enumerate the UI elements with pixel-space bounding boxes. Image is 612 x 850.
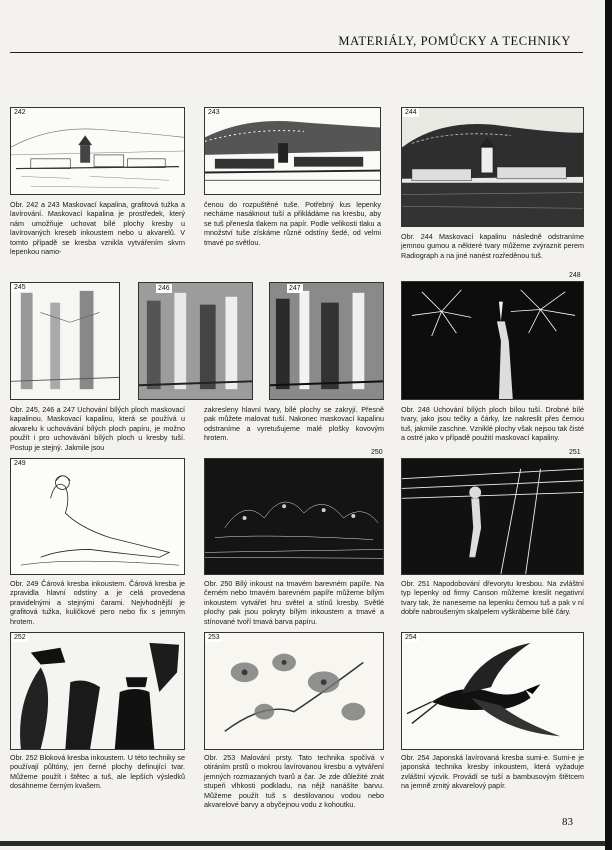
figure-248: [401, 281, 584, 400]
sumi-e-bird-drawing: [402, 633, 583, 749]
village-final-drawing: [402, 108, 583, 226]
figure-250-number: 250: [371, 449, 383, 456]
caption-254: Obr. 254 Japonská lavírovaná kresba sumi-e. Sumi-e je japonská technika kresby inkoustem, která vyžaduje zvláštní výcvik. Provádí se tuší a bambusovým štětcem na jemně zrnitý akvarelový papír.: [401, 753, 584, 791]
street-masking-step2: [139, 283, 252, 399]
figure-250: [204, 458, 384, 575]
statue-of-liberty-fireworks: [402, 282, 583, 399]
block-ink-faces-drawing: [11, 633, 184, 749]
figure-242-number: 242: [14, 109, 26, 116]
caption-245-247: Obr. 245, 246 a 247 Uchování bílých ploch maskovací kapalinou. Maskovací kapalinu, která se používá u akvarelu k uchovávání bílých ploch papíru, je možno použít i pro uchovávání bílých ploch u kresby tuší. Postup je stejný. Jakmile jsou: [10, 405, 185, 452]
reclining-figure-line-drawing: [11, 459, 184, 574]
figure-251: [401, 458, 584, 575]
header-rule: [10, 52, 583, 53]
figure-253: [204, 632, 384, 750]
figure-253-number: 253: [208, 634, 220, 641]
figure-246: [138, 282, 253, 400]
figure-244-number: 244: [405, 109, 417, 116]
figure-242: [10, 107, 185, 195]
figure-254: [401, 632, 584, 750]
caption-244: Obr. 244 Maskovací kapalinu následně odstraníme jemnou gumou a některé tvary můžeme zvýraznit perem Radiograph a na jiné nanést rozředěnou tuš.: [401, 232, 584, 260]
figure-252: [10, 632, 185, 750]
figure-249-number: 249: [14, 460, 26, 467]
white-ink-trees-drawing: [205, 459, 383, 574]
figure-249: [10, 458, 185, 575]
figure-243: [204, 107, 381, 195]
caption-251: Obr. 251 Napodobování dřevorytu kresbou. Na zvláštní typ lepenky od firmy Canson můžeme kreslit negativní tvary tak, že naneseme na lepenku černou tuš a pak v ní dobře nabroušeným skalpelem vyškrábeme bílé čáry.: [401, 579, 584, 617]
caption-252: Obr. 252 Bloková kresba inkoustem. U této techniky se používají půltóny, jen černé plochy definující tvar. Můžeme použít i štětec a tuš, ale lepších výsledků dosáhneme černým kvašem.: [10, 753, 185, 791]
page-number: 83: [562, 816, 573, 828]
figure-243-number: 243: [208, 109, 220, 116]
woodcut-imitation-drawing: [402, 459, 583, 574]
caption-248: Obr. 248 Uchování bílých ploch bílou tuší. Drobné bílé tvary, jako jsou tečky a čárky, lze nakreslit přes černou tuš, jakmile zaschne. Vzniklé plochy však nejsou tak čisté a ostré jako v případě použití maskovací kapaliny.: [401, 405, 584, 443]
caption-243-continued: čenou do rozpuštěné tuše. Potřebný kus lepenky necháme nasáknout tuší a přikládáme na kresbu, aby se tuš přenesla tlakem na papír. Podle velikosti tlaku a množství tuše získáme různé odstíny šedé, od velmi tmavé po světlou.: [204, 200, 381, 247]
figure-247-number: 247: [289, 285, 301, 292]
figure-245-number: 245: [14, 284, 26, 291]
section-header: MATERIÁLY, POMŮCKY A TECHNIKY: [338, 34, 571, 48]
figure-244: [401, 107, 584, 227]
finger-painting-flowers: [205, 633, 383, 749]
village-sketch-drawing: [11, 108, 184, 194]
figure-246-number: 246: [158, 285, 170, 292]
caption-247-continued: zakresleny hlavní tvary, bílé plochy se zakryjí. Přesně pak můžete malovat tuší. Nakonec maskovací kapalinu odstraníme a vyretušujeme malé plošky kovovým hrotem.: [204, 405, 384, 443]
figure-254-number: 254: [405, 634, 417, 641]
caption-253: Obr. 253 Malování prsty. Tato technika spočívá v otiráním prstů o mokrou lavírovanou kresbu a vytváření jemných rozmazaných tvarů a čar. Je zde důležité znát stupeň vlhkosti podkladu, na nějž nanášíte barvu. Můžeme použít tuš s destilovanou vodou nebo akvarelové barvy a obyčejnou vodu z kohoutku.: [204, 753, 384, 810]
figure-245: [10, 282, 120, 400]
street-masking-step1: [11, 283, 119, 399]
street-masking-step3: [270, 283, 383, 399]
figure-247: [269, 282, 384, 400]
caption-250: Obr. 250 Bílý inkoust na tmavém barevném papíře. Na černém nebo tmavém barevném papíře můžeme bílým inkoustem vytvářet hru světel a stínů kresby. Světlé plochy pak jsou pokryty bílým inkoustem a tmavé a stínované tvoří tmavá barva papíru.: [204, 579, 384, 626]
figure-251-number: 251: [569, 449, 581, 456]
village-ink-drawing: [205, 108, 380, 194]
bottom-edge-bar: [0, 841, 605, 846]
caption-249: Obr. 249 Čárová kresba inkoustem. Čárová kresba je zpravidla hlavní odstíny a je celá provedena pravidelnými a stejnými čarami. Nejvhodnější je grafitová tužka, kuličkové pero nebo fix s jemným hrotem.: [10, 579, 185, 626]
figure-248-number: 248: [569, 272, 581, 279]
figure-252-number: 252: [14, 634, 26, 641]
caption-242-243: Obr. 242 a 243 Maskovací kapalina, grafitová tužka a lavírování. Maskovací kapalina je prostředek, který nám umožňuje uchovat bílé plochy kresby u lavírovaných kreseb inkoustem nebo u akvarelů. V tomto případě se kresba vznikla vytvářením skvrn lepenkou namo-: [10, 200, 185, 257]
